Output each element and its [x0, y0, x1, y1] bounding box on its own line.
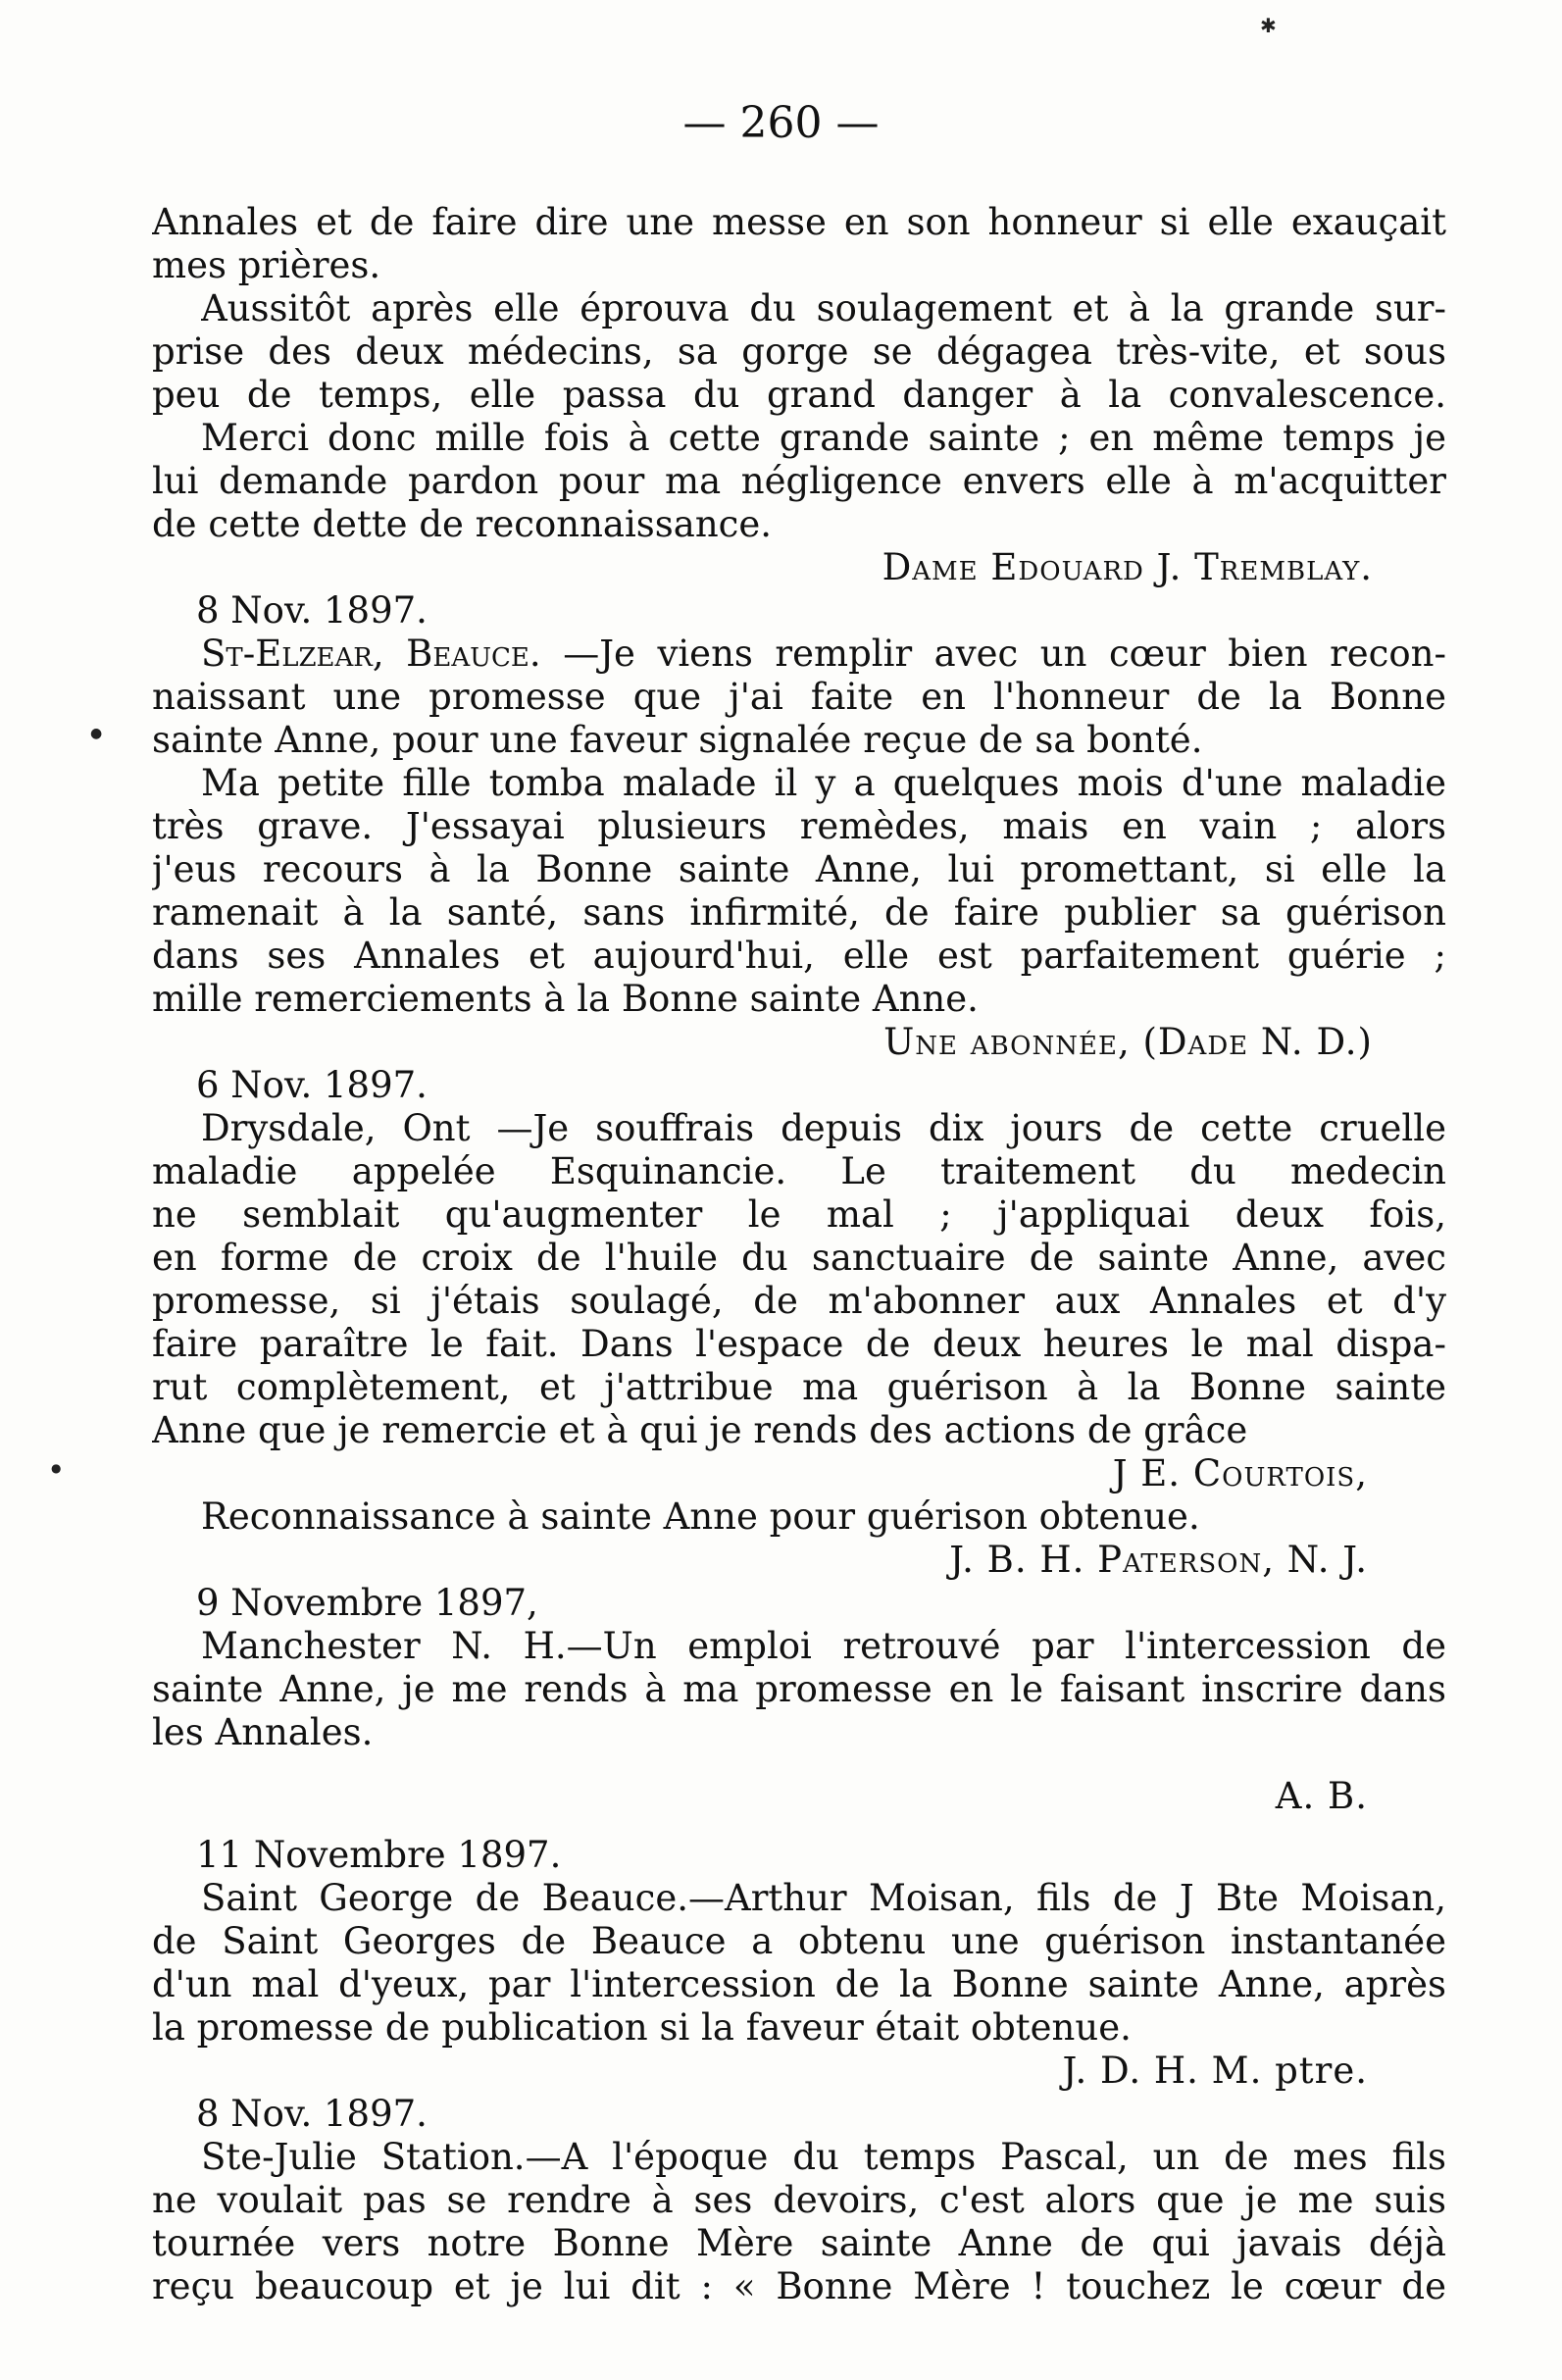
entry-date: 9 Novembre 1897, — [196, 1582, 538, 1624]
text-line: sainte Anne, pour une faveur signalée reçue de sa bonté. — [152, 719, 1203, 761]
text-line: Aussitôt après elle éprouva du soulagement et à la grande sur- — [201, 287, 1446, 329]
corner-mark-icon: ✱ — [1260, 14, 1277, 37]
text-line: ramenait à la santé, sans infirmité, de faire publier sa guérison — [152, 891, 1446, 934]
signature: Dame Edouard J. Tremblay. — [882, 546, 1373, 588]
signature: A. B. — [1275, 1775, 1368, 1817]
place-name: St-Elzear, Beauce. — [201, 633, 541, 675]
margin-dot-icon: ● — [51, 1461, 62, 1475]
text-line: reçu beaucoup et je lui dit : « Bonne Mère ! touchez le cœur de — [152, 2265, 1446, 2307]
text-line: promesse, si j'étais soulagé, de m'abonner aux Annales et d'y — [152, 1280, 1446, 1322]
text-line: Ma petite fille tomba malade il y a quelques mois d'une maladie — [201, 762, 1446, 804]
text-line: très grave. J'essayai plusieurs remèdes, mais en vain ; alors — [152, 805, 1446, 847]
signature: Une abonnée, (Dade N. D.) — [883, 1021, 1373, 1063]
text-line: Anne que je remercie et à qui je rends des actions de grâce — [152, 1409, 1248, 1451]
text-line: tournée vers notre Bonne Mère sainte Anne de qui javais déjà — [152, 2222, 1446, 2264]
margin-dot-icon: ● — [90, 726, 103, 741]
text-line: Manchester N. H.—Un emploi retrouvé par l'intercession de — [201, 1625, 1446, 1667]
text-line: Reconnaissance à sainte Anne pour guérison obtenue. — [201, 1495, 1200, 1538]
text-line: la promesse de publication si la faveur était obtenue. — [152, 2006, 1132, 2049]
text-line: mes prières. — [152, 244, 381, 286]
signature: J E. Courtois, — [1112, 1452, 1368, 1494]
text-line: mille remerciements à la Bonne sainte Anne. — [152, 978, 979, 1020]
entry-date: 8 Nov. 1897. — [196, 2093, 428, 2135]
text-line: sainte Anne, je me rends à ma promesse en le faisant inscrire dans — [152, 1668, 1446, 1710]
text-line: dans ses Annales et aujourd'hui, elle est parfaitement guérie ; — [152, 935, 1446, 977]
text-line: lui demande pardon pour ma négligence envers elle à m'acquitter — [152, 460, 1446, 502]
entry-date: 8 Nov. 1897. — [196, 589, 428, 632]
signature: J. D. H. M. ptre. — [1062, 2050, 1368, 2092]
text-line: faire paraître le fait. Dans l'espace de deux heures le mal dispa- — [152, 1323, 1446, 1365]
text-line: les Annales. — [152, 1711, 374, 1753]
text-line: en forme de croix de l'huile du sanctuaire de sainte Anne, avec — [152, 1237, 1446, 1279]
text-line: de cette dette de reconnaissance. — [152, 503, 773, 545]
text-fragment: —Je viens remplir avec un cœur bien recon- — [563, 633, 1446, 675]
text-line — [201, 633, 1446, 676]
text-line: maladie appelée Esquinancie. Le traitement du medecin — [152, 1150, 1446, 1192]
signature: J. B. H. Paterson, N. J. — [949, 1539, 1368, 1581]
text-line: Drysdale, Ont —Je souffrais depuis dix jours de cette cruelle — [201, 1107, 1446, 1149]
text-line: ne voulait pas se rendre à ses devoirs, c'est alors que je me suis — [152, 2179, 1446, 2221]
text-line: prise des deux médecins, sa gorge se dégagea très-vite, et sous — [152, 330, 1446, 373]
entry-date: 11 Novembre 1897. — [196, 1834, 562, 1876]
text-line: Ste-Julie Station.—A l'époque du temps Pascal, un de mes fils — [201, 2136, 1446, 2178]
text-line: peu de temps, elle passa du grand danger à la convalescence. — [152, 374, 1446, 416]
text-line: j'eus recours à la Bonne sainte Anne, lui promettant, si elle la — [152, 848, 1446, 890]
page-number: — 260 — — [682, 98, 880, 148]
text-line: de Saint Georges de Beauce a obtenu une guérison instantanée — [152, 1920, 1446, 1962]
text-line: Merci donc mille fois à cette grande sainte ; en même temps je — [201, 417, 1446, 459]
text-line: naissant une promesse que j'ai faite en l'honneur de la Bonne — [152, 676, 1446, 718]
text-line: Saint George de Beauce.—Arthur Moisan, fils de J Bte Moisan, — [201, 1877, 1446, 1919]
text-line: Annales et de faire dire une messe en son honneur si elle exauçait — [152, 201, 1446, 243]
text-line: d'un mal d'yeux, par l'intercession de la Bonne sainte Anne, après — [152, 1963, 1446, 2005]
text-line: ne semblait qu'augmenter le mal ; j'appliquai deux fois, — [152, 1193, 1446, 1236]
entry-date: 6 Nov. 1897. — [196, 1064, 428, 1106]
text-line: rut complètement, et j'attribue ma guérison à la Bonne sainte — [152, 1366, 1446, 1408]
